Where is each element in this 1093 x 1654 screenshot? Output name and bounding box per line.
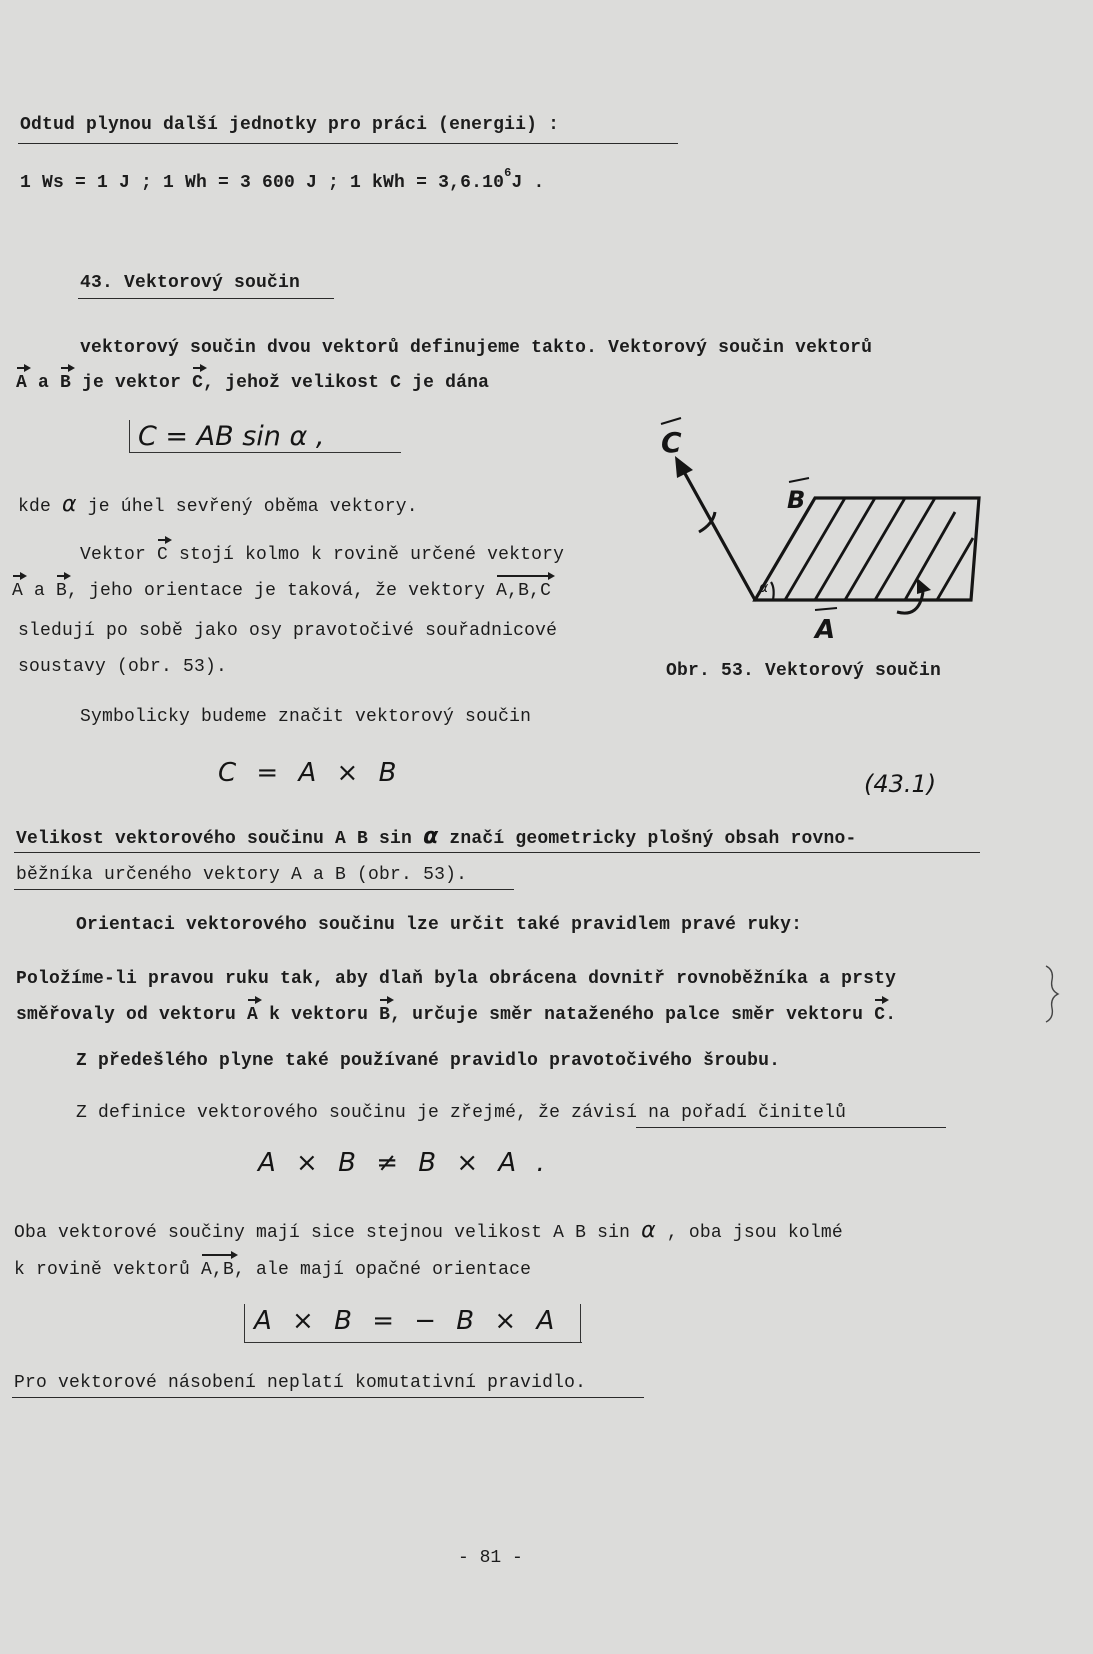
svg-text:α: α xyxy=(759,580,769,596)
margin-bracket xyxy=(1042,962,1066,1028)
p17-line: Pro vektorové násobení neplatí komutativní pravidlo. xyxy=(14,1373,587,1393)
formula-anti-box-left xyxy=(244,1304,245,1342)
p12-line: směřovaly od vektoru A k vektoru B, určuje směr nataženého palce směr vektoru C. xyxy=(16,1005,897,1025)
units-title: Odtud plynou další jednotky pro práci (energii) : xyxy=(20,115,560,135)
underline-section-title xyxy=(78,298,334,299)
p5-line: sledují po sobě jako osy pravotočivé souřadnicové xyxy=(18,621,558,641)
formula-not-equal: A × B ≠ B × A . xyxy=(258,1148,551,1178)
formula-anti-box-bottom xyxy=(244,1342,582,1343)
formula-cross-product: C = A × B xyxy=(218,758,403,788)
p1-line2: A a B je vektor C, jehož velikost C je dána xyxy=(16,373,490,393)
underline-p9 xyxy=(14,889,514,890)
p14-line: Z definice vektorového součinu je zřejmé, že závisí na pořadí činitelů xyxy=(76,1103,847,1123)
figure-label-a: A xyxy=(815,615,836,644)
p15-line: Oba vektorové součiny mají sice stejnou velikost A B sin α , oba jsou kolmé xyxy=(14,1218,843,1243)
underline-p17 xyxy=(12,1397,644,1398)
formula-anti-box-right xyxy=(580,1304,581,1342)
p7-line: Symbolicky budeme značit vektorový součin xyxy=(80,707,532,727)
p6-line: soustavy (obr. 53). xyxy=(18,657,228,677)
p8-line: Velikost vektorového součinu A B sin α značí geometricky plošný obsah rovno- xyxy=(16,824,857,849)
figure-label-b: B xyxy=(787,486,806,514)
underline-p14 xyxy=(636,1127,946,1128)
p3-line: Vektor C stojí kolmo k rovině určené vektory xyxy=(80,545,565,565)
p4-line: A a B, jeho orientace je taková, že vektory A,B,C xyxy=(12,581,552,601)
page-number: - 81 - xyxy=(458,1548,523,1568)
formula-anticommutative: A × B = − B × A xyxy=(254,1306,561,1336)
p1-line1: vektorový součin dvou vektorů definujeme takto. Vektorový součin vektorů xyxy=(80,338,873,358)
vector-c-line xyxy=(683,470,755,600)
equation-number: (43.1) xyxy=(864,770,937,798)
p10-line: Orientaci vektorového součinu lze určit také pravidlem pravé ruky: xyxy=(76,915,803,935)
formula-magnitude: C = AB sin α , xyxy=(138,421,325,452)
underline-p8 xyxy=(14,852,980,853)
p9-line: běžníka určeného vektory A a B (obr. 53). xyxy=(16,865,468,885)
formula-box-left xyxy=(129,420,130,453)
underline-units xyxy=(18,143,678,144)
p16-line: k rovině vektorů A,B, ale mají opačné orientace xyxy=(14,1260,532,1280)
figure-caption: Obr. 53. Vektorový součin xyxy=(666,661,942,681)
units-line: 1 Ws = 1 J ; 1 Wh = 3 600 J ; 1 kWh = $3,6.10^6J$ . xyxy=(20,166,545,193)
section-title: 43. Vektorový součin xyxy=(80,273,301,293)
vector-product-figure xyxy=(655,412,985,644)
figure-label-c: C xyxy=(661,426,682,459)
p2-line: kde α je úhel sevřený oběma vektory. xyxy=(18,492,418,517)
p11-line: Položíme-li pravou ruku tak, aby dlaň byla obrácena dovnitř rovnoběžníka a prsty xyxy=(16,969,897,989)
p13-line: Z předešlého plyne také používané pravidlo pravotočivého šroubu. xyxy=(76,1051,781,1071)
formula-box-bottom xyxy=(129,452,401,453)
